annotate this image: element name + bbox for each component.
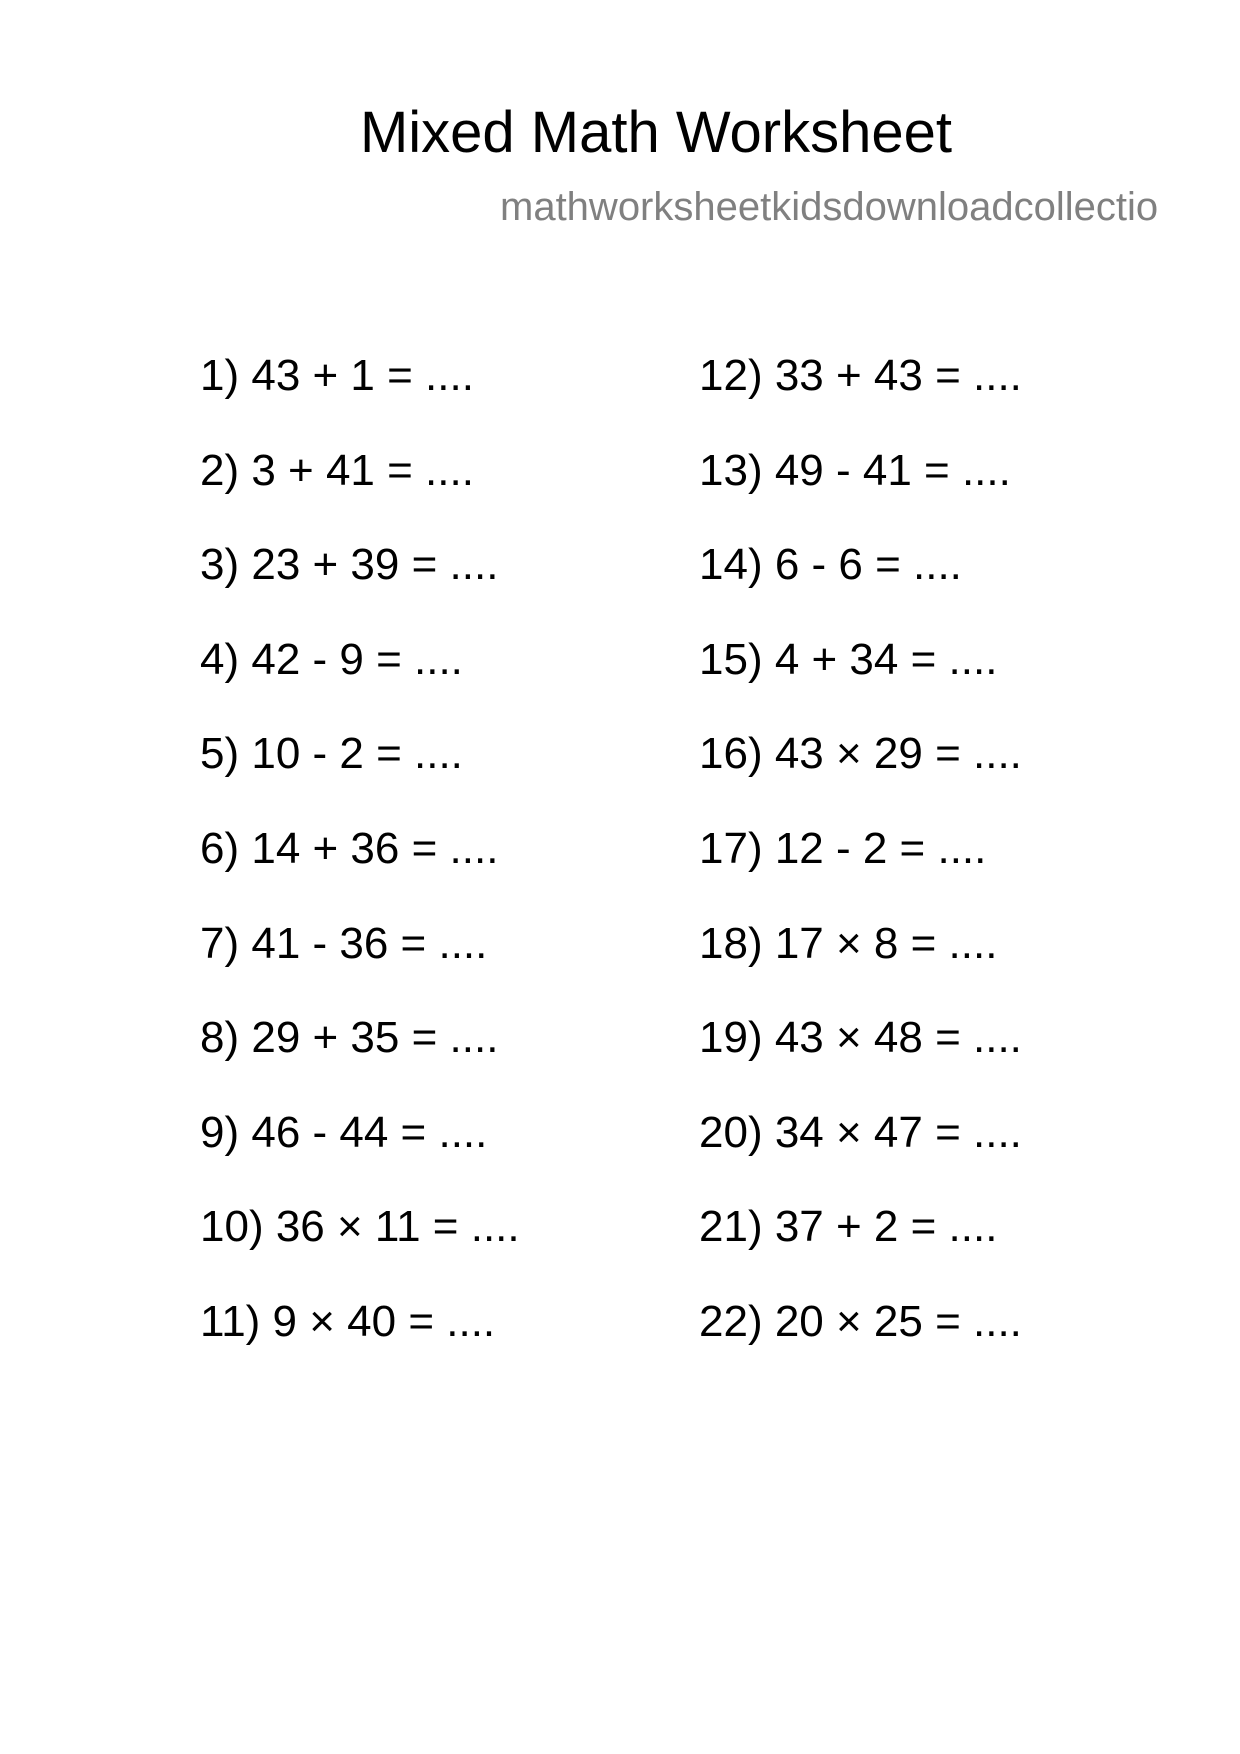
problem-item: 5) 10 - 2 = .... — [200, 729, 463, 779]
problem-item: 17) 12 - 2 = .... — [699, 823, 987, 873]
problem-item: 12) 33 + 43 = .... — [699, 351, 1022, 400]
website-watermark: mathworksheetkidsdownloadcollectio — [500, 185, 1159, 229]
worksheet-title: Mixed Math Worksheet — [359, 100, 953, 165]
problem-item: 15) 4 + 34 = .... — [699, 634, 998, 684]
problem-item: 6) 14 + 36 = .... — [200, 823, 499, 873]
problem-item: 19) 43 × 48 = .... — [699, 1013, 1022, 1063]
problem-item: 1) 43 + 1 = .... — [200, 351, 474, 400]
problem-item: 8) 29 + 35 = .... — [200, 1013, 499, 1063]
problem-item: 11) 9 × 40 = .... — [200, 1296, 496, 1346]
problem-item: 2) 3 + 41 = .... — [200, 445, 474, 495]
problem-item: 22) 20 × 25 = .... — [699, 1296, 1022, 1346]
problems-column-right — [699, 350, 1022, 1391]
problem-item: 18) 17 × 8 = .... — [699, 918, 998, 968]
problem-item: 16) 43 × 29 = .... — [699, 729, 1022, 779]
problem-item: 9) 46 - 44 = .... — [200, 1107, 488, 1157]
problem-item: 13) 49 - 41 = .... — [699, 445, 1011, 495]
problem-item: 3) 23 + 39 = .... — [200, 540, 499, 590]
problem-item: 14) 6 - 6 = .... — [699, 540, 962, 590]
problem-item: 7) 41 - 36 = .... — [200, 918, 488, 968]
problem-item: 21) 37 + 2 = .... — [699, 1202, 998, 1252]
problem-item: 4) 42 - 9 = .... — [200, 634, 463, 684]
problem-item: 20) 34 × 47 = .... — [699, 1107, 1022, 1157]
problems-column-left — [200, 350, 520, 1391]
problem-item: 10) 36 × 11 = .... — [200, 1202, 520, 1252]
